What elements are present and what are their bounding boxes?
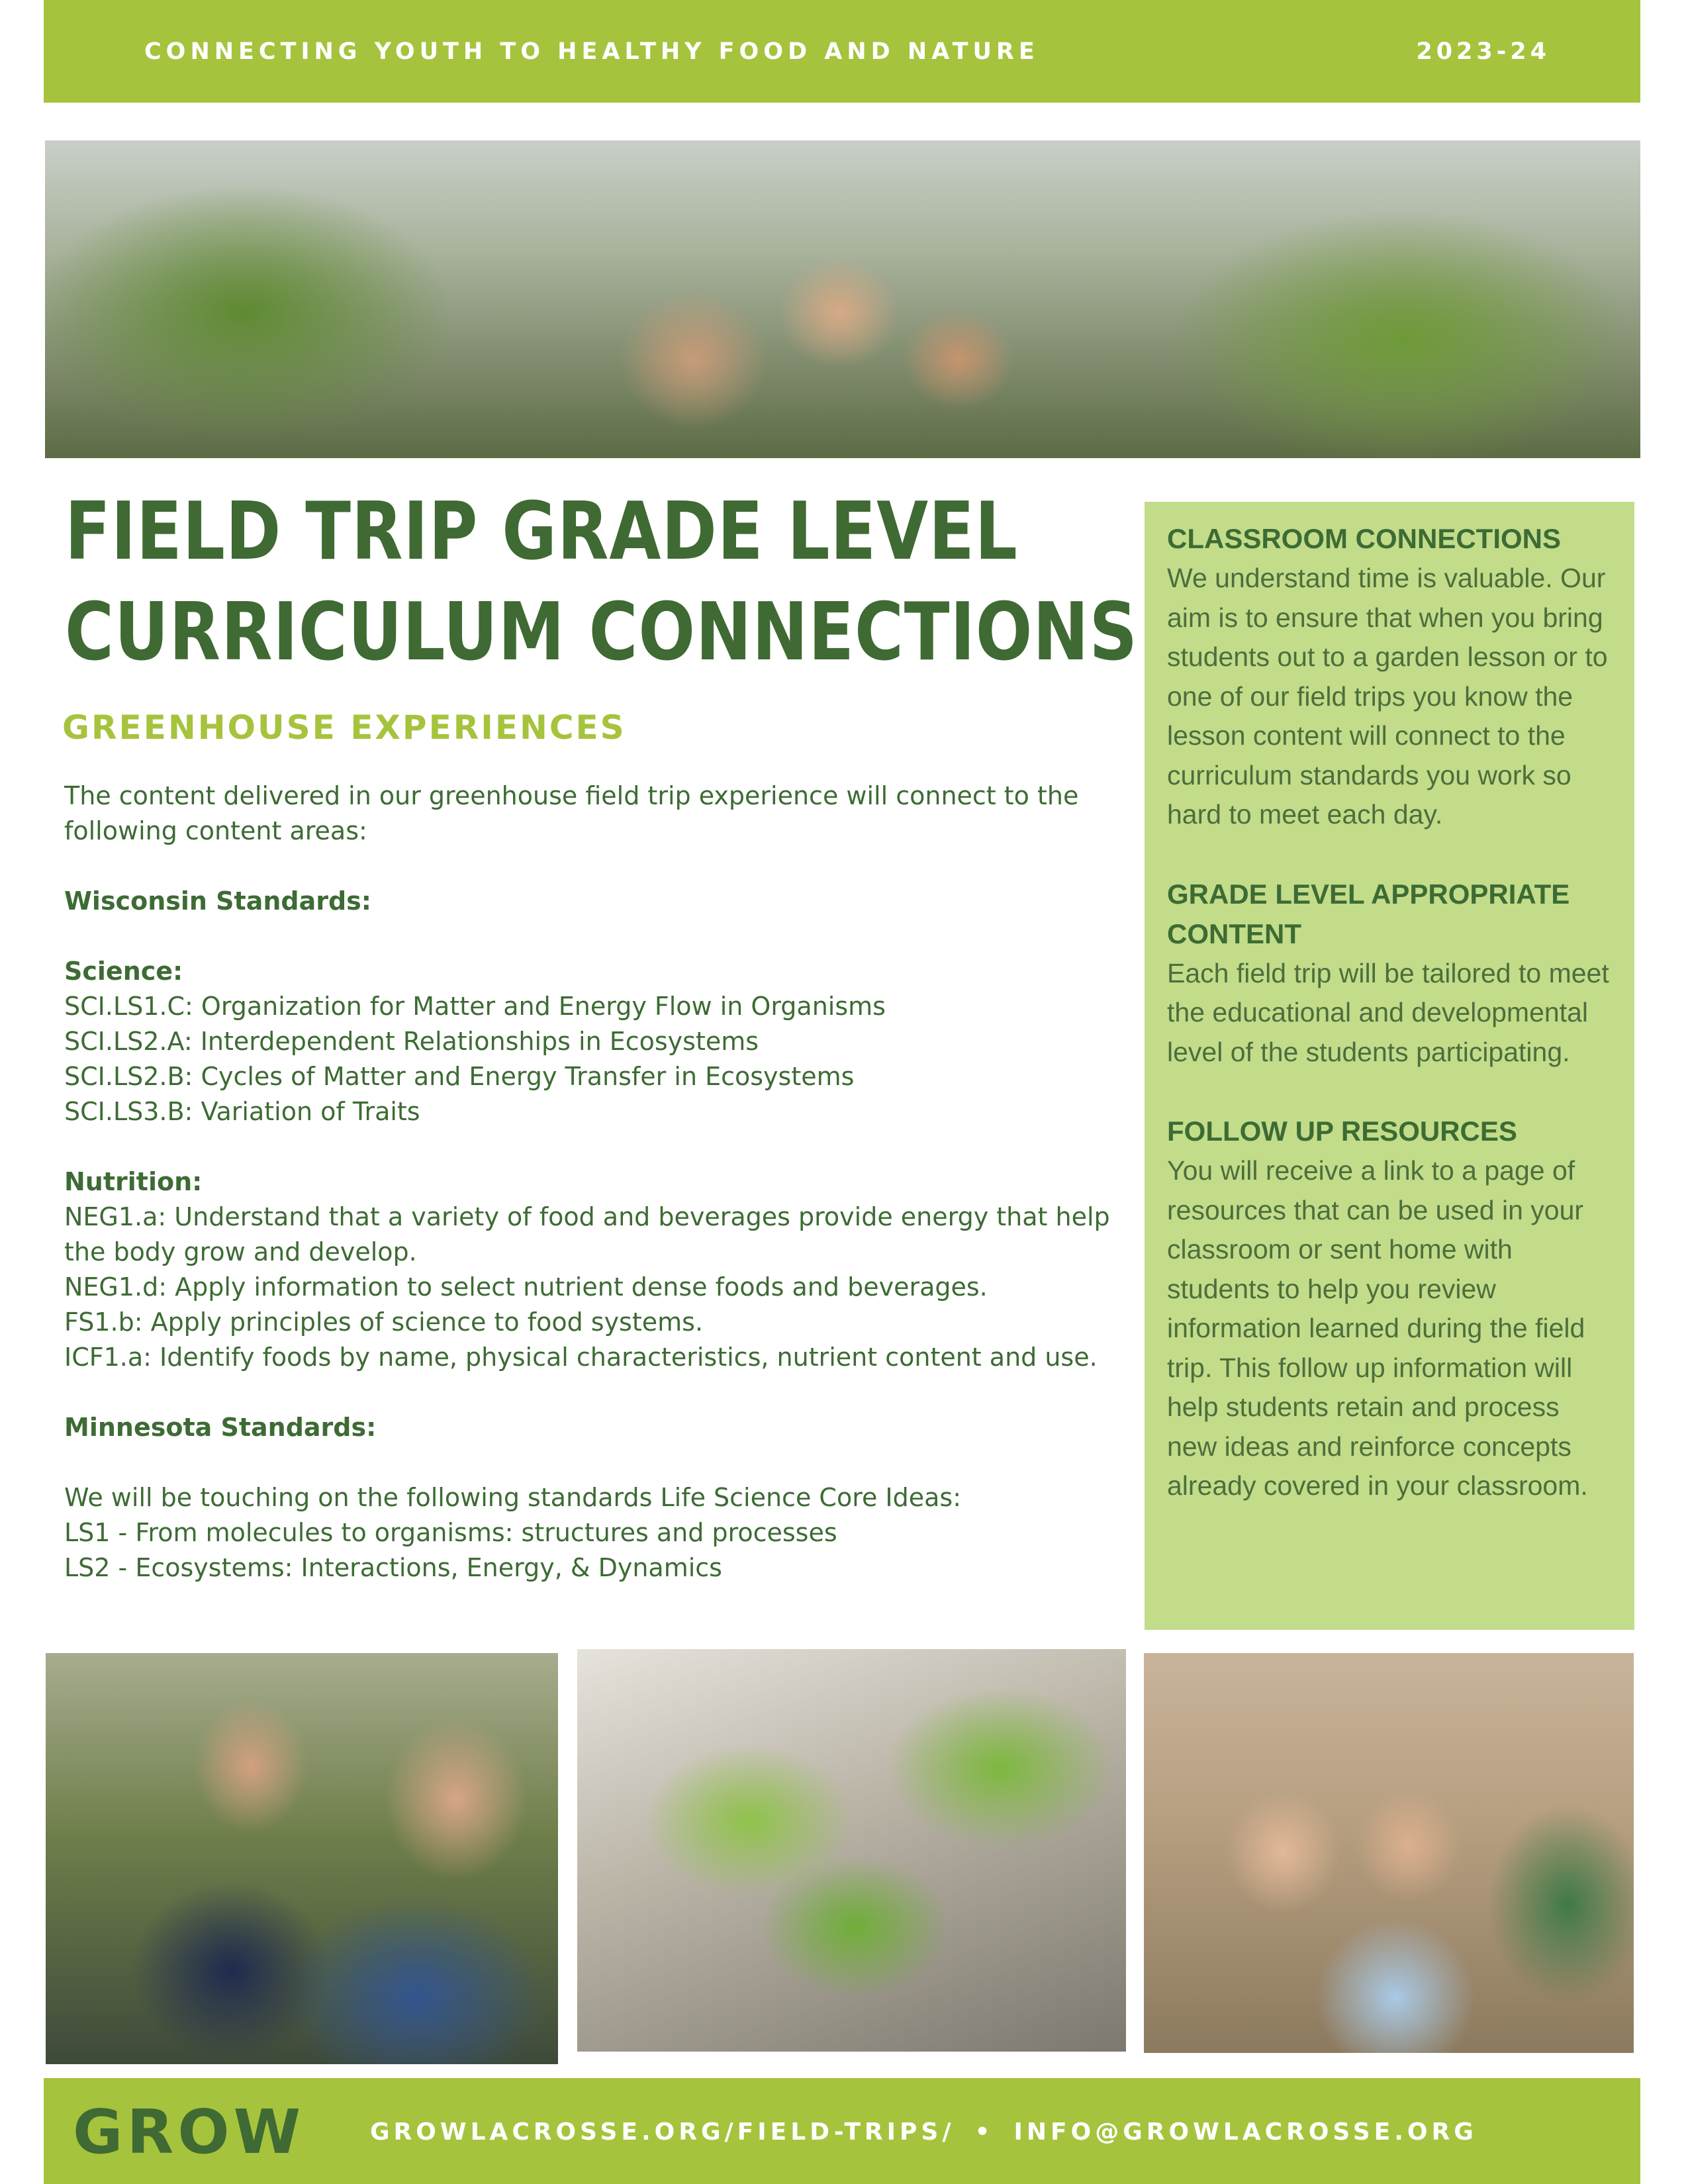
nutrition-heading: Nutrition: [64, 1167, 203, 1196]
sidebar-text-follow-up: You will receive a link to a page of resources that can be used in your classroom or sent home with students to help you review information learned during the field trip. This follow up information will help students retain and process new ideas and reinforce concepts already covered in your classroom. [1167, 1155, 1588, 1501]
info-sidebar [1145, 502, 1634, 1630]
footer-links [370, 2118, 1477, 2146]
website-link[interactable]: GROWLACROSSE.ORG/FIELD-TRIPS/ [370, 2118, 955, 2146]
page-title-line-1: FIELD TRIP GRADE LEVEL [65, 486, 1018, 578]
wisconsin-heading: Wisconsin Standards: [64, 886, 371, 916]
header-bar [44, 0, 1640, 103]
sidebar-text-grade-level: Each field trip will be tailored to meet the educational and developmental level of the students participating. [1167, 957, 1609, 1067]
section-heading: GREENHOUSE EXPERIENCES [62, 708, 626, 747]
minnesota-item: LS2 - Ecosystems: Interactions, Energy, & Dynamics [64, 1553, 722, 1582]
science-item: SCI.LS1.C: Organization for Matter and Energy Flow in Organisms [64, 992, 886, 1021]
sidebar-heading-follow-up: FOLLOW UP RESOURCES [1167, 1116, 1517, 1147]
hero-photo [45, 140, 1640, 458]
sidebar-heading-classroom: CLASSROOM CONNECTIONS [1167, 523, 1562, 554]
minnesota-item: LS1 - From molecules to organisms: structures and processes [64, 1518, 837, 1547]
footer-separator: • [974, 2118, 994, 2146]
standards-content [64, 779, 1156, 1586]
sidebar-text-classroom: We understand time is valuable. Our aim is to ensure that when you bring students out to a garden lesson or to one of our field trips you know the lesson content will connect to the curriculum standards you work so hard to meet each day. [1167, 563, 1608, 830]
grow-logo: GROW [73, 2097, 305, 2167]
intro-paragraph: The content delivered in our greenhouse field trip experience will connect to the following content areas: [64, 781, 1079, 845]
nutrition-item: NEG1.a: Understand that a variety of food and beverages provide energy that help the body grow and develop. [64, 1202, 1110, 1266]
nutrition-item: ICF1.a: Identify foods by name, physical characteristics, nutrient content and use. [64, 1343, 1098, 1372]
nutrition-item: FS1.b: Apply principles of science to food systems. [64, 1307, 704, 1337]
page-title [65, 482, 1138, 683]
science-heading: Science: [64, 957, 183, 986]
page-title-line-2: CURRICULUM CONNECTIONS [65, 587, 1138, 679]
sidebar-heading-grade-level: GRADE LEVEL APPROPRIATE CONTENT [1167, 878, 1570, 949]
chicken-photo [1144, 1653, 1634, 2053]
email-link[interactable]: INFO@GROWLACROSSE.ORG [1013, 2118, 1477, 2146]
science-item: SCI.LS2.B: Cycles of Matter and Energy Transfer in Ecosystems [64, 1062, 855, 1091]
minnesota-intro: We will be touching on the following standards Life Science Core Ideas: [64, 1483, 962, 1512]
header-year: 2023-24 [1416, 38, 1550, 65]
lettuce-photo [577, 1649, 1126, 2052]
science-item: SCI.LS3.B: Variation of Traits [64, 1097, 420, 1126]
nutrition-item: NEG1.d: Apply information to select nutrient dense foods and beverages. [64, 1272, 988, 1302]
footer-bar [44, 2078, 1640, 2184]
minnesota-heading: Minnesota Standards: [64, 1413, 377, 1442]
students-photo [46, 1653, 558, 2064]
header-tagline: CONNECTING YOUTH TO HEALTHY FOOD AND NATURE [144, 38, 1039, 65]
science-item: SCI.LS2.A: Interdependent Relationships in Ecosystems [64, 1027, 759, 1056]
